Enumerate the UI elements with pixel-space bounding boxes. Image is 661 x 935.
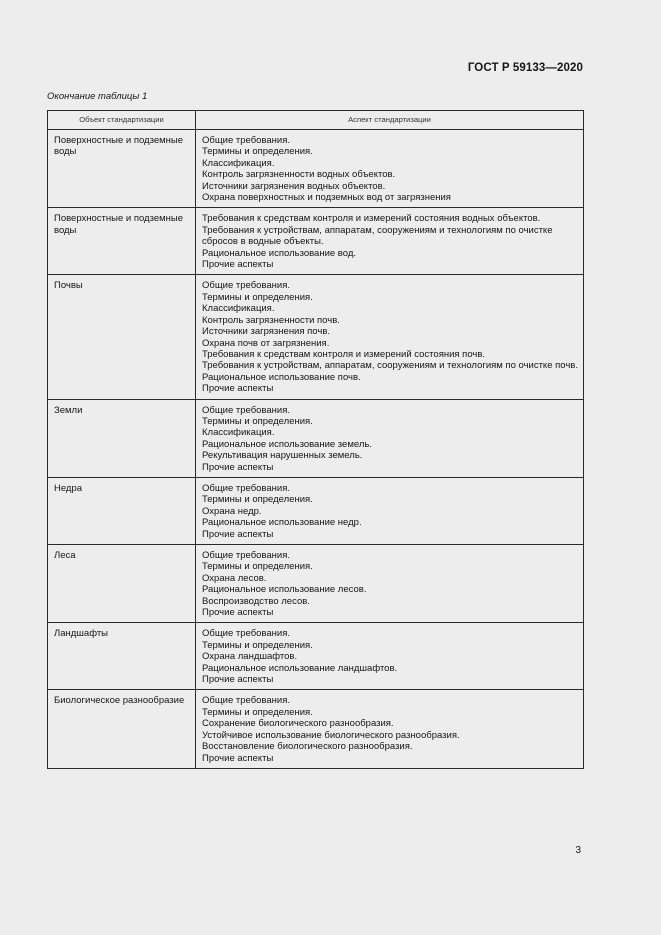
table-row [48, 275, 584, 399]
object-cell: Земли [48, 399, 196, 477]
object-cell: Биологическое разнообразие [48, 690, 196, 768]
aspect-item: Прочие аспекты [202, 752, 274, 764]
aspect-item: Общие требования. [202, 280, 290, 292]
aspect-item: Рациональное использование почв. [202, 371, 361, 383]
aspect-cell [196, 690, 584, 768]
aspect-item: Прочие аспекты [202, 674, 274, 686]
object-cell: Почвы [48, 275, 196, 399]
aspect-item: Рациональное использование недр. [202, 517, 362, 529]
table-row [48, 130, 584, 208]
object-cell: Ландшафты [48, 623, 196, 690]
object-cell: Леса [48, 545, 196, 623]
table-row [48, 477, 584, 544]
table-header-row [48, 111, 584, 130]
aspect-cell [196, 545, 584, 623]
aspect-item: Рациональное использование лесов. [202, 584, 367, 596]
page-number: 3 [575, 845, 581, 856]
aspect-item: Устойчивое использование биологического разнообразия. [202, 729, 460, 741]
aspect-item: Общие требования. [202, 628, 290, 640]
table-body [48, 130, 584, 769]
object-cell: Поверхностные и подземные воды [48, 208, 196, 275]
aspect-item: Термины и определения. [202, 561, 313, 573]
table-row [48, 690, 584, 768]
aspect-item: Рациональное использование ландшафтов. [202, 662, 398, 674]
aspect-item: Требования к средствам контроля и измерений состояния почв. [202, 348, 486, 360]
aspect-item: Источники загрязнения водных объектов. [202, 180, 386, 192]
aspect-item: Охрана почв от загрязнения. [202, 337, 330, 349]
aspect-item: Рекультивация нарушенных земель. [202, 450, 363, 462]
aspect-item: Общие требования. [202, 695, 290, 707]
aspect-item: Классификация. [202, 303, 275, 315]
aspect-cell [196, 130, 584, 208]
column-header-object: Объект стандартизации [48, 111, 196, 130]
aspect-item: Термины и определения. [202, 639, 313, 651]
aspect-item: Рациональное использование вод. [202, 247, 357, 259]
column-header-aspect: Аспект стандартизации [196, 111, 584, 130]
aspect-item: Термины и определения. [202, 291, 313, 303]
aspect-item: Классификация. [202, 427, 275, 439]
table-caption: Окончание таблицы 1 [47, 91, 148, 102]
aspect-item: Контроль загрязненности почв. [202, 314, 340, 326]
table-row [48, 208, 584, 275]
standardization-table [47, 110, 584, 769]
table-row [48, 399, 584, 477]
aspect-item: Охрана лесов. [202, 572, 267, 584]
aspect-item: Термины и определения. [202, 706, 313, 718]
aspect-item: Термины и определения. [202, 494, 313, 506]
aspect-item: Классификация. [202, 157, 275, 169]
aspect-item: Прочие аспекты [202, 461, 274, 473]
table-row [48, 623, 584, 690]
object-cell: Недра [48, 477, 196, 544]
aspect-item: Сохранение биологического разнообразия. [202, 718, 394, 730]
aspect-item: Охрана ландшафтов. [202, 651, 298, 663]
aspect-item: Общие требования. [202, 404, 290, 416]
aspect-item: Общие требования. [202, 135, 290, 146]
aspect-cell [196, 623, 584, 690]
aspect-item: Термины и определения. [202, 415, 313, 427]
aspect-item: Восстановление биологического разнообразия. [202, 741, 413, 753]
document-code: ГОСТ Р 59133—2020 [467, 62, 583, 74]
aspect-item: Рациональное использование земель. [202, 438, 372, 450]
aspect-item: Требования к средствам контроля и измерений состояния водных объектов. [202, 213, 541, 225]
aspect-cell [196, 399, 584, 477]
aspect-item: Воспроизводство лесов. [202, 595, 310, 607]
aspect-item: Охрана поверхностных и подземных вод от загрязнения [202, 192, 451, 204]
aspect-cell [196, 208, 584, 275]
aspect-item: Источники загрязнения почв. [202, 326, 331, 338]
aspect-item: Контроль загрязненности водных объектов. [202, 169, 396, 181]
aspect-item: Прочие аспекты [202, 607, 274, 619]
aspect-item: Прочие аспекты [202, 259, 274, 271]
aspect-cell [196, 477, 584, 544]
aspect-item: Охрана недр. [202, 505, 262, 517]
aspect-item: Требования к устройствам, аппаратам, сооружениям и технологиям по очистке сбросов в водные объекты. [202, 224, 553, 248]
aspect-item: Общие требования. [202, 550, 290, 561]
object-cell: Поверхностные и подземные воды [48, 130, 196, 208]
aspect-item: Требования к устройствам, аппаратам, сооружениям и технологиям по очистке почв. [202, 360, 578, 372]
aspect-item: Прочие аспекты [202, 528, 274, 540]
aspect-item: Прочие аспекты [202, 383, 274, 395]
aspect-item: Общие требования. [202, 482, 290, 494]
aspect-cell [196, 275, 584, 399]
table-row [48, 545, 584, 623]
aspect-item: Термины и определения. [202, 146, 313, 158]
